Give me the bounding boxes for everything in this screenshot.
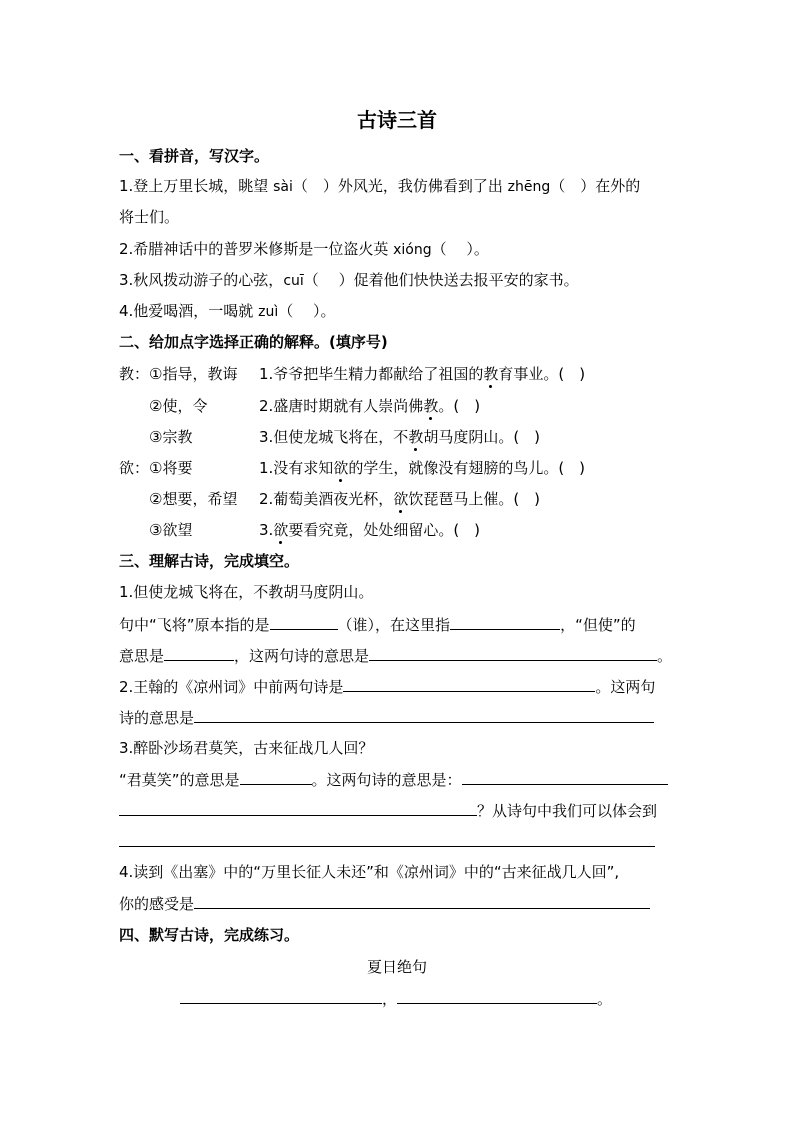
sentence-text: 1.爷爷把毕生精力都献给了祖国的 xyxy=(259,365,484,383)
question-text: 意思是 xyxy=(119,647,165,665)
sec2-row-2 xyxy=(119,396,480,416)
q1-pinyin-zheng: zhēng xyxy=(507,179,551,195)
sentence-text: 。( ) xyxy=(438,397,481,415)
q3-text-b: （ ）促着他们快快送去报平安的家书。 xyxy=(303,271,579,289)
sec3-q3-line-1 xyxy=(119,769,668,790)
answer-blank[interactable] xyxy=(164,645,234,661)
answer-blank[interactable] xyxy=(450,614,560,630)
sec3-q4-line-1: 4.读到《出塞》中的“万里长征人未还”和《凉州词》中的“古来征战几人回”, xyxy=(119,863,620,881)
sec3-question-1: 1.但使龙城飞将在，不教胡马度阴山。 xyxy=(119,583,374,601)
dotted-char: 教 xyxy=(423,397,439,415)
comma: ， xyxy=(382,990,398,1008)
sec3-q3-line-2 xyxy=(119,800,657,821)
section-2-heading: 二、给加点字选择正确的解释。(填序号) xyxy=(119,333,388,351)
answer-blank[interactable] xyxy=(397,988,597,1004)
sec1-question-1-line-2: 将士们。 xyxy=(119,208,180,226)
sec3-question-3: 3.醉卧沙场君莫笑，古来征战几人回？ xyxy=(119,739,374,757)
sec3-q1-line-1 xyxy=(119,614,636,635)
answer-blank[interactable] xyxy=(119,800,477,816)
sec3-q2-line-2 xyxy=(119,707,654,728)
question-text: 你的感受是 xyxy=(119,895,195,913)
answer-blank[interactable] xyxy=(462,769,668,785)
question-text: 诗的意思是 xyxy=(119,709,195,727)
question-text: 句中“飞将”原本指的是 xyxy=(119,616,270,634)
sentence-text: 胡马度阴山。( ) xyxy=(423,428,541,446)
sec2-row-3 xyxy=(119,427,540,447)
sentence-text: 3. xyxy=(259,521,274,539)
q1-pinyin-sai: sài xyxy=(273,179,293,195)
question-text: 。 xyxy=(657,647,673,665)
sec1-question-4 xyxy=(119,301,336,322)
answer-blank[interactable] xyxy=(194,893,650,909)
jiao-meaning-1: 教：①指导，教诲 xyxy=(119,365,238,383)
sentence-text: 饮琵琶马上催。( ) xyxy=(408,490,541,508)
sec2-row-1 xyxy=(119,364,585,384)
sec3-q2-line-1 xyxy=(119,676,655,697)
sec2-row-5 xyxy=(119,489,540,509)
sentence-text: 育事业。( ) xyxy=(498,365,586,383)
dotted-char: 教 xyxy=(483,365,499,383)
q2-text-b: （ ）。 xyxy=(431,240,489,258)
question-text: 。这两句诗的意思是： xyxy=(311,771,462,789)
question-text: 。这两句 xyxy=(595,678,656,696)
question-text: 2.王翰的《凉州词》中前两句诗是 xyxy=(119,678,344,696)
q3-pinyin-cui: cuī xyxy=(283,273,304,289)
q1-text-c: （ ）在外的 xyxy=(550,177,641,195)
answer-blank[interactable] xyxy=(369,645,657,661)
sec3-q4-line-2 xyxy=(119,893,650,914)
poem-title: 夏日绝句 xyxy=(366,958,427,976)
answer-blank[interactable] xyxy=(194,707,654,723)
sentence-text: 1.没有求知 xyxy=(259,459,334,477)
q1-text-b: （ ）外风光，我仿佛看到了出 xyxy=(292,177,508,195)
sec1-question-2 xyxy=(119,239,489,260)
q2-text-a: 2.希腊神话中的普罗米修斯是一位盗火英 xyxy=(119,240,394,258)
question-text: ，“但使”的 xyxy=(560,616,636,634)
answer-blank[interactable] xyxy=(270,614,338,630)
sec2-row-6 xyxy=(119,520,480,540)
sec1-question-3 xyxy=(119,270,579,291)
answer-blank[interactable] xyxy=(240,769,312,785)
yu-meaning-2: ②想要，希望 xyxy=(149,490,238,508)
question-text: “君莫笑”的意思是 xyxy=(119,771,240,789)
jiao-meaning-2: ②使，令 xyxy=(149,397,208,415)
sec1-question-1-line-1 xyxy=(119,176,640,197)
q4-text-a: 4.他爱喝酒，一喝就 xyxy=(119,302,259,320)
sentence-text: 要看究竟，处处细留心。( ) xyxy=(288,521,481,539)
poem-recite-line xyxy=(180,988,612,1009)
dotted-char: 欲 xyxy=(333,459,349,477)
q4-text-b: （ ）。 xyxy=(278,302,336,320)
question-text: ，这两句诗的意思是 xyxy=(234,647,370,665)
q2-pinyin-xiong: xióng xyxy=(393,242,432,258)
section-4-heading: 四、默写古诗，完成练习。 xyxy=(119,926,300,944)
period: 。 xyxy=(597,990,613,1008)
sec3-q3-line-3 xyxy=(119,831,655,852)
sec3-q1-line-2 xyxy=(119,645,672,666)
section-1-heading: 一、看拼音，写汉字。 xyxy=(119,147,270,165)
section-3-heading: 三、理解古诗，完成填空。 xyxy=(119,552,300,570)
q1-text-a: 1.登上万里长城，眺望 xyxy=(119,177,274,195)
yu-meaning-1: 欲：①将要 xyxy=(119,459,193,477)
question-text: （谁），在这里指 xyxy=(337,616,451,634)
q3-text-a: 3.秋风拨动游子的心弦， xyxy=(119,271,284,289)
answer-blank[interactable] xyxy=(119,831,655,847)
sentence-text: 3.但使龙城飞将在，不 xyxy=(259,428,409,446)
question-text: ？从诗句中我们可以体会到 xyxy=(477,802,658,820)
answer-blank[interactable] xyxy=(343,676,595,692)
dotted-char: 欲 xyxy=(273,521,289,539)
dotted-char: 教 xyxy=(408,428,424,446)
sentence-text: 2.葡萄美酒夜光杯， xyxy=(259,490,394,508)
dotted-char: 欲 xyxy=(393,490,409,508)
q4-pinyin-zui: zuì xyxy=(258,304,279,320)
page-title: 古诗三首 xyxy=(357,108,437,132)
sentence-text: 的学生，就像没有翅膀的鸟儿。( ) xyxy=(348,459,586,477)
answer-blank[interactable] xyxy=(180,988,382,1004)
jiao-meaning-3: ③宗教 xyxy=(149,428,193,446)
sec2-row-4 xyxy=(119,458,585,478)
sentence-text: 2.盛唐时期就有人崇尚佛 xyxy=(259,397,424,415)
yu-meaning-3: ③欲望 xyxy=(149,521,193,539)
